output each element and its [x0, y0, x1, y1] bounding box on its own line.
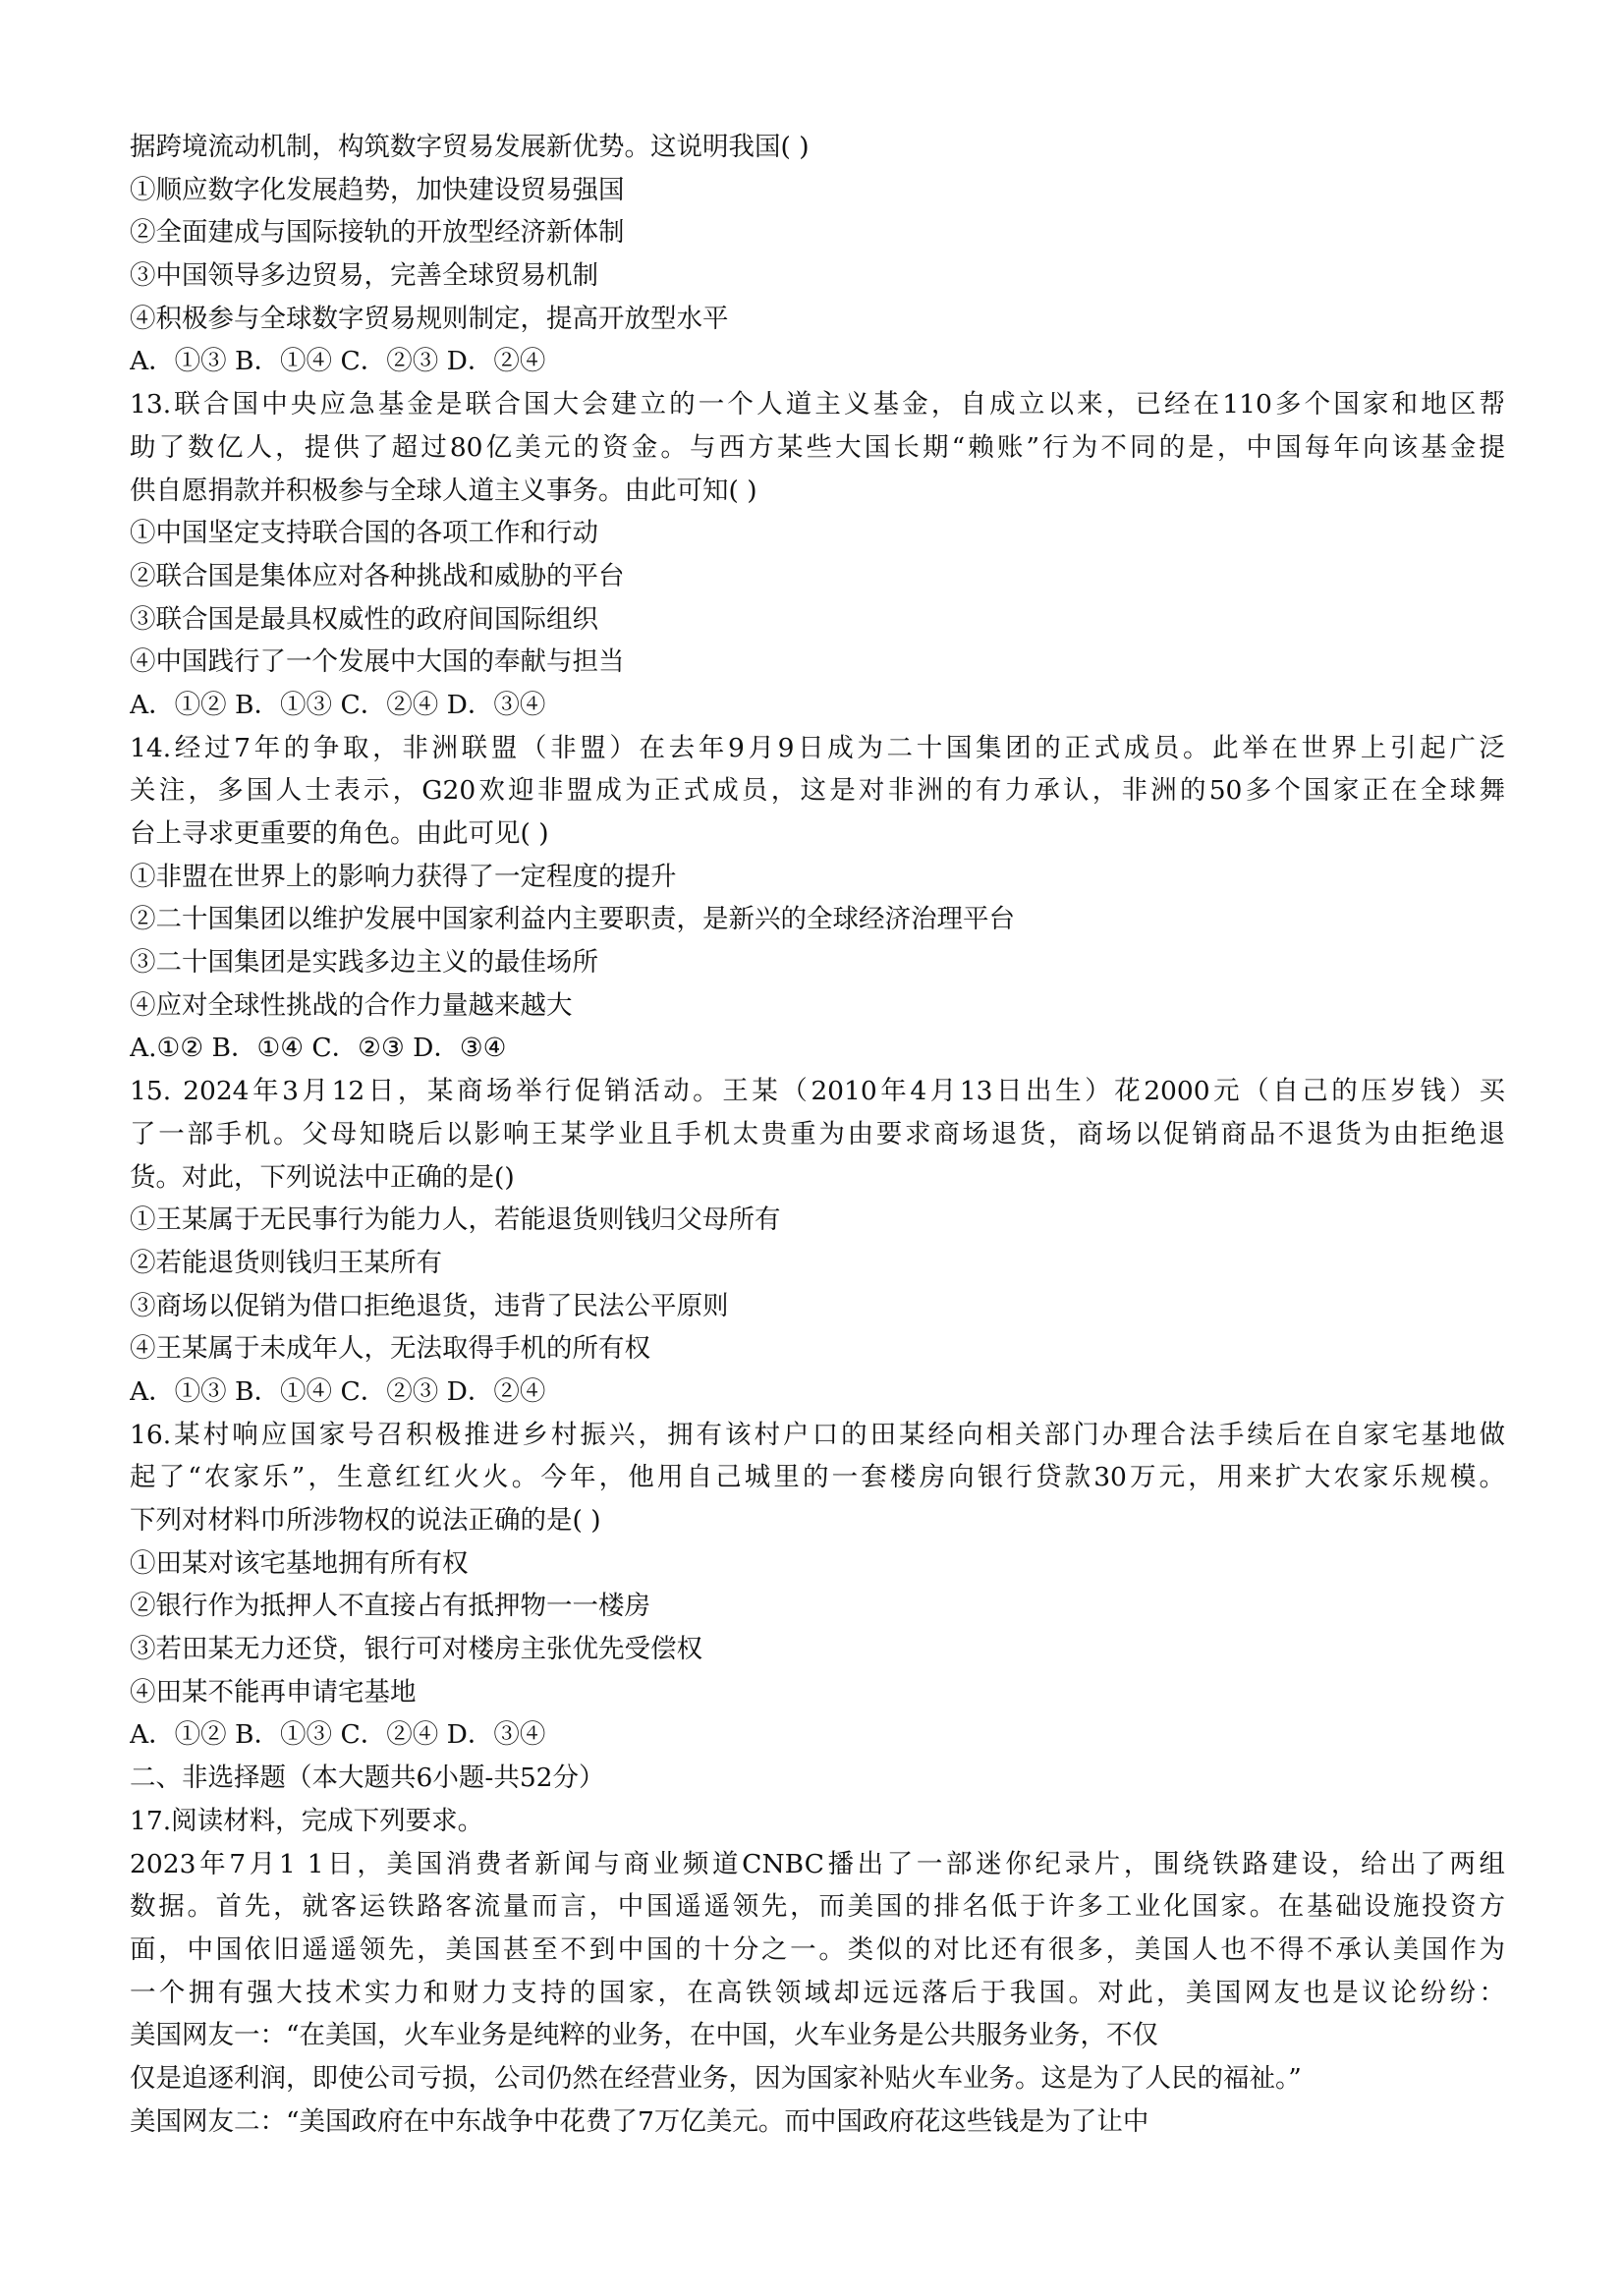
- text-line: 17.阅读材料，完成下列要求。: [130, 1805, 484, 1836]
- text-line: ①顺应数字化发展趋势，加快建设贸易强国: [130, 174, 625, 205]
- text-line: 货。对此，下列说法中正确的是(): [130, 1161, 515, 1193]
- text-line: 15. 2024年3月12日，某商场举行促销活动。王某（2010年4月13日出生）花2000元（自己的压岁钱）买: [130, 1076, 1505, 1107]
- text-line: ②银行作为抵押人不直接占有抵押物一一楼房: [130, 1591, 650, 1622]
- text-line: 二、非选择题（本大题共6小题-共52分）: [130, 1763, 605, 1794]
- text-line: ①田某对该宅基地拥有所有权: [130, 1547, 469, 1579]
- text-line: ③商场以促销为借口拒绝退货，违背了民法公平原则: [130, 1290, 729, 1321]
- text-line: 16.某村响应国家号召积极推进乡村振兴，拥有该村户口的田某经向相关部门办理合法手续后在自家宅基地做: [130, 1419, 1505, 1450]
- text-line: ④王某属于未成年人，无法取得手机的所有权: [130, 1333, 650, 1365]
- text-line: ④田某不能再申请宅基地: [130, 1676, 417, 1708]
- text-line: 下列对材料巾所涉物权的说法正确的是( ): [130, 1505, 601, 1536]
- text-line: A.①② B．①④ C．②③ D．③④: [130, 1033, 507, 1064]
- text-line: ②全面建成与国际接轨的开放型经济新体制: [130, 217, 625, 249]
- text-line: 14.经过7年的争取，非洲联盟（非盟）在去年9月9日成为二十国集团的正式成员。此举在世界上引起广泛: [130, 732, 1505, 763]
- text-line: 台上寻求更重要的角色。由此可见( ): [130, 818, 549, 849]
- text-line: ①王某属于无民事行为能力人，若能退货则钱归父母所有: [130, 1204, 781, 1236]
- text-line: ③联合国是最具权威性的政府间国际组织: [130, 603, 598, 635]
- text-line: ③二十国集团是实践多边主义的最佳场所: [130, 947, 598, 979]
- text-line: A．①② B．①③ C．②④ D．③④: [130, 1719, 546, 1751]
- text-line: 据跨境流动机制，构筑数字贸易发展新优势。这说明我国( ): [130, 132, 810, 162]
- text-line: 了一部手机。父母知晓后以影响王某学业且手机太贵重为由要求商场退货，商场以促销商品不退货为由拒绝退: [130, 1118, 1505, 1149]
- text-line: 一个拥有强大技术实力和财力支持的国家，在高铁领域却远远落后于我国。对此，美国网友也是议论纷纷：: [130, 1977, 1505, 2008]
- text-line: 关注，多国人士表示，G20欢迎非盟成为正式成员，这是对非洲的有力承认，非洲的50多个国家正在全球舞: [130, 775, 1505, 807]
- text-line: A．①③ B．①④ C．②③ D．②④: [130, 1375, 546, 1407]
- text-line: 供自愿捐款并积极参与全球人道主义事务。由此可知( ): [130, 475, 757, 506]
- text-line: A．①③ B．①④ C．②③ D．②④: [130, 346, 546, 377]
- text-line: ④应对全球性挑战的合作力量越来越大: [130, 989, 573, 1021]
- text-line: 面，中国依旧遥遥领先，美国甚至不到中国的十分之一。类似的对比还有很多，美国人也不得不承认美国作为: [130, 1933, 1505, 1965]
- text-line: ④中国践行了一个发展中大国的奉献与担当: [130, 646, 625, 678]
- text-line: 仅是追逐利润，即使公司亏损，公司仍然在经营业务，因为国家补贴火车业务。这是为了人民的福祉。”: [130, 2062, 1302, 2094]
- text-line: ①非盟在世界上的影响力获得了一定程度的提升: [130, 861, 677, 892]
- text-line: ③若田某无力还贷，银行可对楼房主张优先受偿权: [130, 1634, 702, 1665]
- text-line: ②联合国是集体应对各种挑战和威胁的平台: [130, 560, 625, 591]
- text-line: 数据。首先，就客运铁路客流量而言，中国遥遥领先，而美国的排名低于许多工业化国家。在基础设施投资方: [130, 1891, 1505, 1923]
- text-line: 起了“农家乐”，生意红红火火。今年，他用自己城里的一套楼房向银行贷款30万元，用来扩大农家乐规模。: [130, 1462, 1505, 1493]
- text-line: ③中国领导多边贸易，完善全球贸易机制: [130, 260, 598, 292]
- text-line: ②若能退货则钱归王某所有: [130, 1247, 442, 1278]
- text-line: A．①② B．①③ C．②④ D．③④: [130, 689, 546, 720]
- text-line: 13.联合国中央应急基金是联合国大会建立的一个人道主义基金，自成立以来，已经在110多个国家和地区帮: [130, 389, 1505, 420]
- text-line: 美国网友一：“在美国，火车业务是纯粹的业务，在中国，火车业务是公共服务业务，不仅: [130, 2020, 1159, 2051]
- text-line: 助了数亿人，提供了超过80亿美元的资金。与西方某些大国长期“赖账”行为不同的是，中国每年向该基金提: [130, 431, 1505, 463]
- text-line: 美国网友二：“美国政府在中东战争中花费了7万亿美元。而中国政府花这些钱是为了让中: [130, 2105, 1149, 2137]
- text-line: ②二十国集团以维护发展中国家利益内主要职责，是新兴的全球经济治理平台: [130, 904, 1015, 935]
- text-line: 2023年7月1 1日，美国消费者新闻与商业频道CNBC播出了一部迷你纪录片，围绕铁路建设，给出了两组: [130, 1848, 1505, 1879]
- text-line: ①中国坚定支持联合国的各项工作和行动: [130, 518, 598, 549]
- text-line: ④积极参与全球数字贸易规则制定，提高开放型水平: [130, 303, 729, 334]
